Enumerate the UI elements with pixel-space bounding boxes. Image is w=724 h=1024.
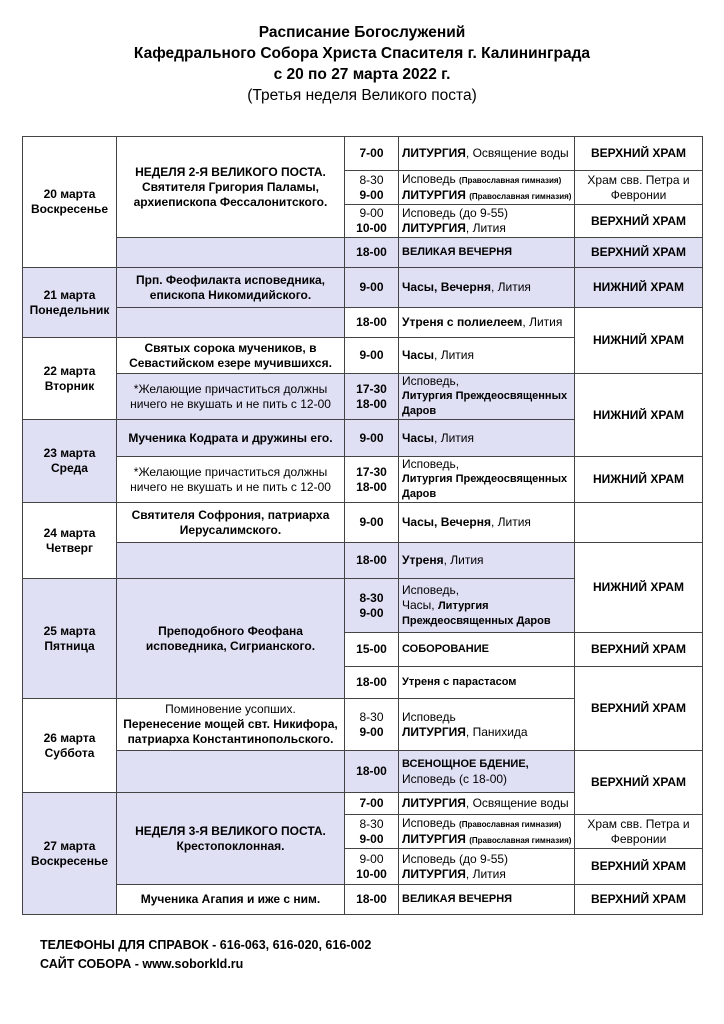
schedule-table: [22, 136, 703, 915]
time-cell: 18-00: [345, 543, 399, 579]
time-cell: 9-00: [345, 503, 399, 543]
service-cell: ВЕЛИКАЯ ВЕЧЕРНЯ: [399, 885, 575, 915]
title-line-3: с 20 по 27 марта 2022 г.: [273, 66, 451, 83]
empty-cell: [117, 308, 345, 338]
table-row: [23, 137, 703, 171]
place-cell: ВЕРХНИЙ ХРАМ: [575, 751, 703, 815]
place-cell: Храм свв. Петра и Февронии: [575, 815, 703, 849]
table-row: [23, 885, 703, 915]
service-cell: Исповедь (Православная гимназия) ЛИТУРГИЯ (Православная гимназия): [399, 171, 575, 205]
service-cell: Утреня с парастасом: [399, 667, 575, 699]
day-cell: 25 марта Пятница: [23, 579, 117, 699]
time-cell: 18-00: [345, 667, 399, 699]
table-row: [23, 543, 703, 579]
time-cell: 8-30 9-00: [345, 815, 399, 849]
time-cell: 18-00: [345, 751, 399, 793]
service-cell: ЛИТУРГИЯ, Освящение воды: [399, 137, 575, 171]
time-cell: 17-30 18-00: [345, 457, 399, 503]
empty-cell: [117, 751, 345, 793]
feast-cell: НЕДЕЛЯ 3-Я ВЕЛИКОГО ПОСТА. Крестопоклонная.: [117, 793, 345, 885]
place-cell: НИЖНИЙ ХРАМ: [575, 374, 703, 457]
time-cell: 18-00: [345, 885, 399, 915]
day-cell: 20 марта Воскресенье: [23, 137, 117, 268]
place-cell: НИЖНИЙ ХРАМ: [575, 308, 703, 374]
service-cell: Часы, Лития: [399, 420, 575, 457]
empty-cell: [117, 543, 345, 579]
time-cell: 17-30 18-00: [345, 374, 399, 420]
service-cell: Часы, Лития: [399, 338, 575, 374]
service-cell: Исповедь, Литургия Преждеосвященных Даров: [399, 457, 575, 503]
service-cell: Часы, Вечерня, Лития: [399, 268, 575, 308]
place-cell: ВЕРХНИЙ ХРАМ: [575, 667, 703, 751]
table-row: [23, 751, 703, 793]
time-cell: 8-30 9-00: [345, 579, 399, 633]
time-cell: 15-00: [345, 633, 399, 667]
time-cell: 7-00: [345, 793, 399, 815]
day-cell: 26 марта Суббота: [23, 699, 117, 793]
service-cell: Утреня с полиелеем, Лития: [399, 308, 575, 338]
service-cell: Утреня, Лития: [399, 543, 575, 579]
table-row: [23, 268, 703, 308]
table-row: [23, 503, 703, 543]
phones-line: ТЕЛЕФОНЫ ДЛЯ СПРАВОК - 616-063, 616-020, 616-002: [40, 938, 372, 952]
service-cell: Исповедь (до 9-55) ЛИТУРГИЯ, Лития: [399, 849, 575, 885]
time-cell: 9-00: [345, 420, 399, 457]
table-row: [23, 374, 703, 420]
time-cell: 7-00: [345, 137, 399, 171]
place-cell: ВЕРХНИЙ ХРАМ: [575, 137, 703, 171]
service-cell: ВЕЛИКАЯ ВЕЧЕРНЯ: [399, 238, 575, 268]
time-cell: 9-00: [345, 338, 399, 374]
time-cell: 18-00: [345, 238, 399, 268]
place-cell: ВЕРХНИЙ ХРАМ: [575, 885, 703, 915]
website-link[interactable]: САЙТ СОБОРА - www.soborkld.ru: [40, 957, 244, 971]
day-cell: 23 марта Среда: [23, 420, 117, 503]
title-line-4: (Третья неделя Великого поста): [247, 87, 477, 104]
time-cell: 8-30 9-00: [345, 699, 399, 751]
time-cell: 9-00 10-00: [345, 849, 399, 885]
service-cell: ВСЕНОЩНОЕ БДЕНИЕ, Исповедь (с 18-00): [399, 751, 575, 793]
service-cell: Исповедь (до 9-55) ЛИТУРГИЯ, Лития: [399, 205, 575, 238]
place-cell: НИЖНИЙ ХРАМ: [575, 543, 703, 633]
title-line-2: Кафедрального Собора Христа Спасителя г. Калининграда: [133, 45, 591, 62]
day-cell: 24 марта Четверг: [23, 503, 117, 579]
feast-cell: Мученика Кодрата и дружины его.: [117, 420, 345, 457]
place-cell: НИЖНИЙ ХРАМ: [575, 457, 703, 503]
place-cell: Храм свв. Петра и Февронии: [575, 171, 703, 205]
table-row: [23, 238, 703, 268]
day-cell: 21 марта Понедельник: [23, 268, 117, 338]
feast-cell: НЕДЕЛЯ 2-Я ВЕЛИКОГО ПОСТА. Святителя Григория Паламы, архиепископа Фессалонитского.: [117, 137, 345, 238]
service-cell: Часы, Вечерня, Лития: [399, 503, 575, 543]
feast-cell: Святителя Софрония, патриарха Иерусалимского.: [117, 503, 345, 543]
day-cell: 27 марта Воскресенье: [23, 793, 117, 915]
service-cell: Исповедь, Литургия Преждеосвященных Даров: [399, 374, 575, 420]
footer: [40, 936, 371, 974]
feast-cell: Мученика Агапия и иже с ним.: [117, 885, 345, 915]
place-cell: ВЕРХНИЙ ХРАМ: [575, 849, 703, 885]
service-cell: Исповедь ЛИТУРГИЯ, Панихида: [399, 699, 575, 751]
place-cell: ВЕРХНИЙ ХРАМ: [575, 205, 703, 238]
service-cell: Исповедь (Православная гимназия) ЛИТУРГИЯ (Православная гимназия): [399, 815, 575, 849]
title-line-1: Расписание Богослужений: [258, 24, 466, 41]
service-cell: СОБОРОВАНИЕ: [399, 633, 575, 667]
place-cell: [575, 503, 703, 543]
empty-cell: [117, 238, 345, 268]
communion-note: *Желающие причаститься должны ничего не вкушать и не пить с 12-00: [117, 457, 345, 503]
feast-cell: Поминовение усопших. Перенесение мощей свт. Никифора, патриарха Константинопольского.: [117, 699, 345, 751]
table-row: [23, 308, 703, 338]
time-cell: 18-00: [345, 308, 399, 338]
place-cell: ВЕРХНИЙ ХРАМ: [575, 238, 703, 268]
service-cell: ЛИТУРГИЯ, Освящение воды: [399, 793, 575, 815]
place-cell: НИЖНИЙ ХРАМ: [575, 268, 703, 308]
time-cell: 9-00: [345, 268, 399, 308]
day-cell: 22 марта Вторник: [23, 338, 117, 420]
feast-cell: Преподобного Феофана исповедника, Сигрианского.: [117, 579, 345, 699]
feast-cell: Прп. Феофилакта исповедника, епископа Никомидийского.: [117, 268, 345, 308]
table-row: [23, 457, 703, 503]
communion-note: *Желающие причаститься должны ничего не вкушать и не пить с 12-00: [117, 374, 345, 420]
time-cell: 9-00 10-00: [345, 205, 399, 238]
feast-cell: Святых сорока мучеников, в Севастийском езере мучившихся.: [117, 338, 345, 374]
time-cell: 8-30 9-00: [345, 171, 399, 205]
place-cell: ВЕРХНИЙ ХРАМ: [575, 633, 703, 667]
service-cell: Исповедь, Часы, Литургия Преждеосвященных Даров: [399, 579, 575, 633]
schedule-header: [0, 22, 724, 106]
